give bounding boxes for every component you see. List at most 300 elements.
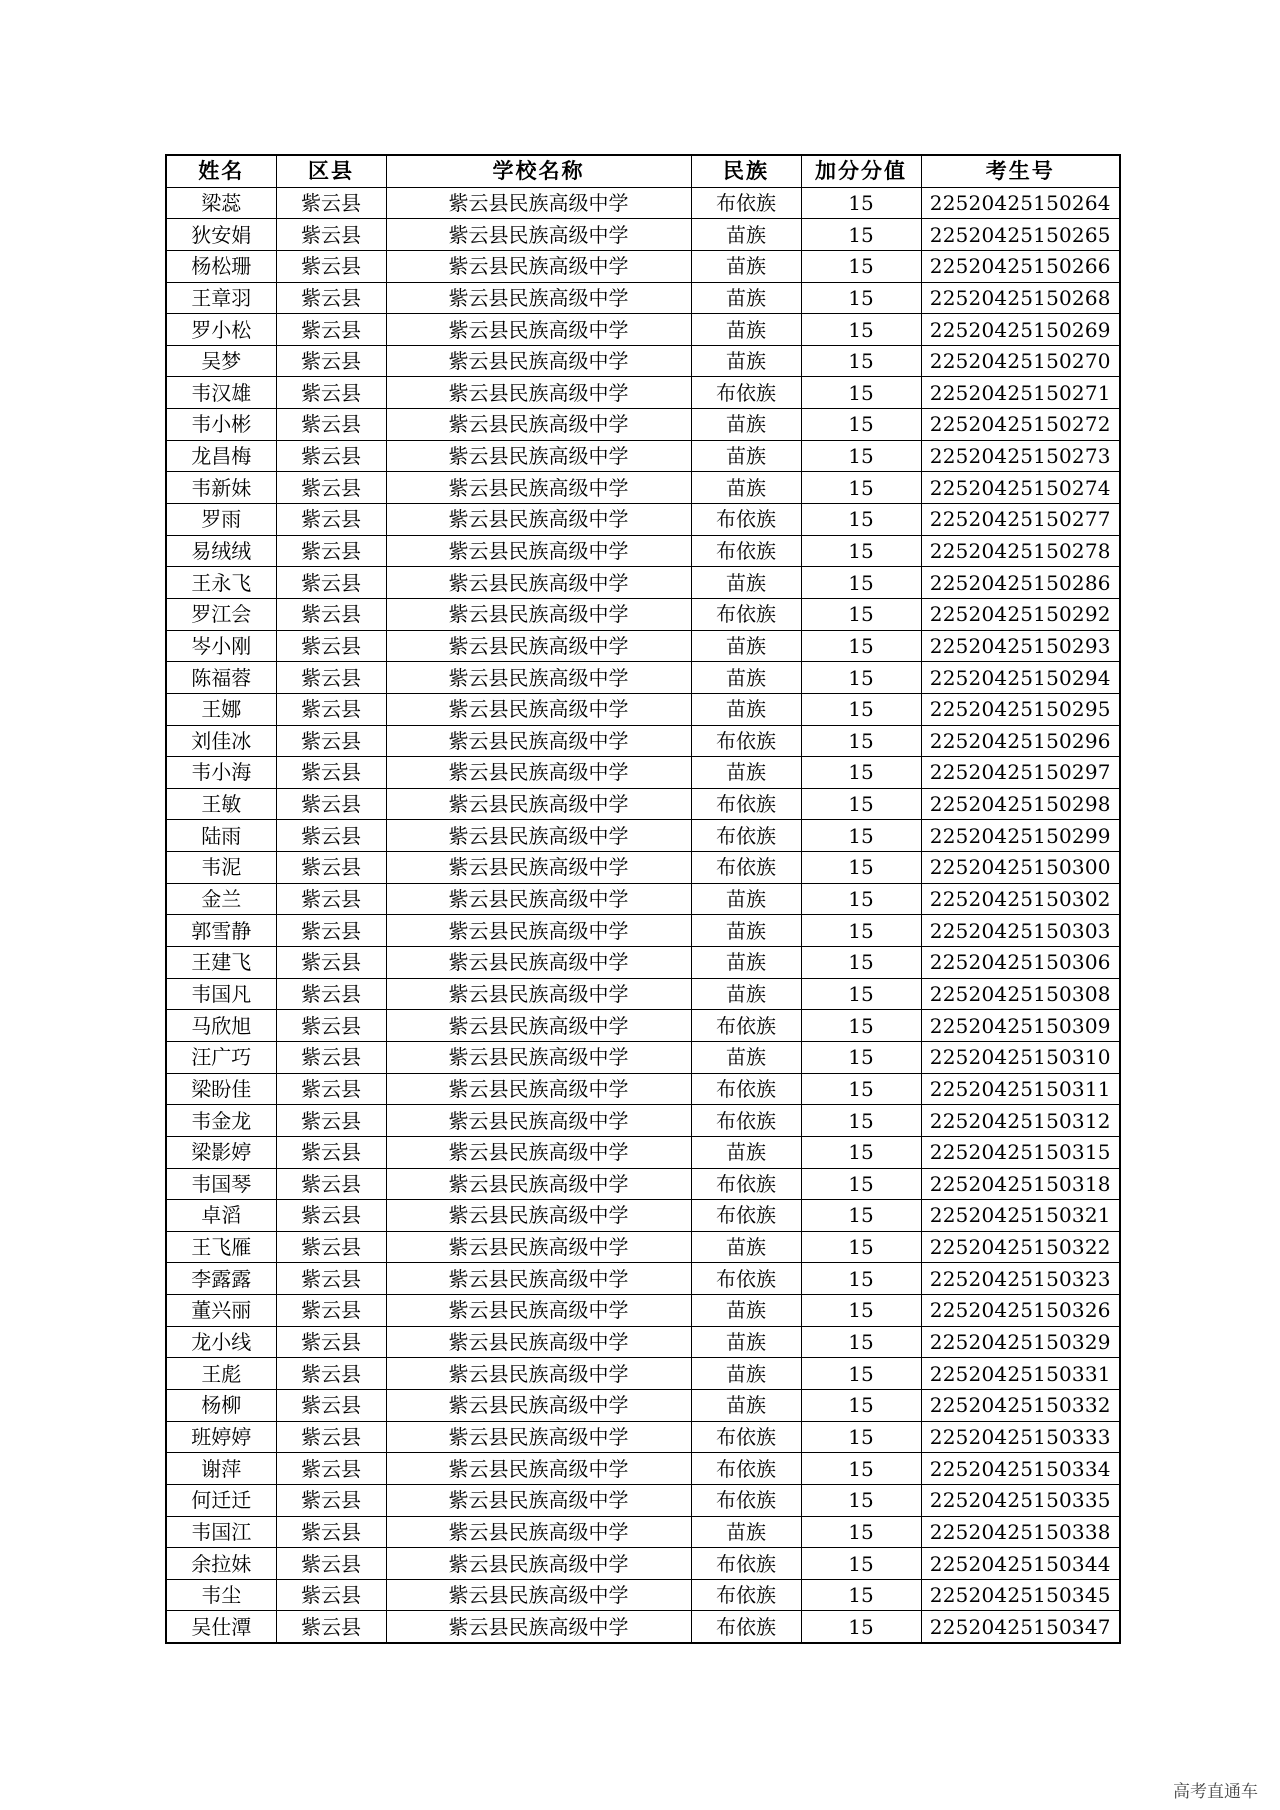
table-row [166, 187, 1120, 219]
cell-candidate-id: 22520425150323 [921, 1263, 1120, 1295]
cell-name: 龙昌梅 [166, 440, 276, 472]
table-row [166, 1579, 1120, 1611]
cell-name: 王建飞 [166, 947, 276, 979]
cell-school: 紫云县民族高级中学 [386, 598, 691, 630]
cell-bonus-points: 15 [801, 820, 921, 852]
cell-candidate-id: 22520425150297 [921, 757, 1120, 789]
table-row [166, 504, 1120, 536]
cell-county: 紫云县 [276, 852, 386, 884]
cell-county: 紫云县 [276, 535, 386, 567]
cell-bonus-points: 15 [801, 1136, 921, 1168]
cell-name: 韦小海 [166, 757, 276, 789]
table-row [166, 1168, 1120, 1200]
cell-ethnicity: 布依族 [691, 852, 801, 884]
cell-bonus-points: 15 [801, 1579, 921, 1611]
cell-bonus-points: 15 [801, 915, 921, 947]
cell-bonus-points: 15 [801, 535, 921, 567]
cell-ethnicity: 苗族 [691, 978, 801, 1010]
cell-ethnicity: 苗族 [691, 915, 801, 947]
table-row [166, 978, 1120, 1010]
cell-ethnicity: 苗族 [691, 250, 801, 282]
cell-bonus-points: 15 [801, 250, 921, 282]
cell-school: 紫云县民族高级中学 [386, 630, 691, 662]
cell-bonus-points: 15 [801, 947, 921, 979]
cell-name: 罗小松 [166, 314, 276, 346]
cell-ethnicity: 苗族 [691, 409, 801, 441]
table-row [166, 1358, 1120, 1390]
cell-bonus-points: 15 [801, 1421, 921, 1453]
cell-bonus-points: 15 [801, 1453, 921, 1485]
cell-candidate-id: 22520425150294 [921, 662, 1120, 694]
table-row [166, 788, 1120, 820]
cell-candidate-id: 22520425150311 [921, 1073, 1120, 1105]
table-row [166, 535, 1120, 567]
cell-candidate-id: 22520425150269 [921, 314, 1120, 346]
table-row [166, 1263, 1120, 1295]
table-row [166, 1231, 1120, 1263]
table-header-row [166, 155, 1120, 187]
cell-name: 狄安娟 [166, 219, 276, 251]
table-row [166, 630, 1120, 662]
table-row [166, 1105, 1120, 1137]
cell-school: 紫云县民族高级中学 [386, 1263, 691, 1295]
cell-ethnicity: 布依族 [691, 1200, 801, 1232]
cell-ethnicity: 苗族 [691, 567, 801, 599]
cell-ethnicity: 布依族 [691, 598, 801, 630]
cell-school: 紫云县民族高级中学 [386, 345, 691, 377]
cell-ethnicity: 布依族 [691, 1548, 801, 1580]
cell-school: 紫云县民族高级中学 [386, 1073, 691, 1105]
cell-name: 王章羽 [166, 282, 276, 314]
cell-school: 紫云县民族高级中学 [386, 1516, 691, 1548]
cell-bonus-points: 15 [801, 1326, 921, 1358]
cell-county: 紫云县 [276, 1105, 386, 1137]
cell-bonus-points: 15 [801, 1041, 921, 1073]
cell-ethnicity: 苗族 [691, 630, 801, 662]
header-ethnicity: 民族 [691, 155, 801, 187]
table-row [166, 1421, 1120, 1453]
cell-school: 紫云县民族高级中学 [386, 1010, 691, 1042]
cell-school: 紫云县民族高级中学 [386, 1389, 691, 1421]
cell-school: 紫云县民族高级中学 [386, 567, 691, 599]
cell-name: 郭雪静 [166, 915, 276, 947]
table-row [166, 440, 1120, 472]
cell-ethnicity: 布依族 [691, 377, 801, 409]
cell-name: 马欣旭 [166, 1010, 276, 1042]
table-row [166, 1041, 1120, 1073]
cell-bonus-points: 15 [801, 1168, 921, 1200]
cell-name: 韦新妹 [166, 472, 276, 504]
cell-bonus-points: 15 [801, 1263, 921, 1295]
table-row [166, 219, 1120, 251]
cell-candidate-id: 22520425150298 [921, 788, 1120, 820]
cell-school: 紫云县民族高级中学 [386, 535, 691, 567]
cell-name: 何迁迁 [166, 1484, 276, 1516]
cell-ethnicity: 布依族 [691, 1421, 801, 1453]
cell-school: 紫云县民族高级中学 [386, 1548, 691, 1580]
cell-county: 紫云县 [276, 1389, 386, 1421]
cell-name: 陈福蓉 [166, 662, 276, 694]
cell-bonus-points: 15 [801, 725, 921, 757]
cell-bonus-points: 15 [801, 1358, 921, 1390]
cell-school: 紫云县民族高级中学 [386, 1105, 691, 1137]
cell-bonus-points: 15 [801, 409, 921, 441]
cell-ethnicity: 布依族 [691, 1611, 801, 1643]
cell-name: 班婷婷 [166, 1421, 276, 1453]
table-row [166, 1453, 1120, 1485]
cell-candidate-id: 22520425150329 [921, 1326, 1120, 1358]
cell-ethnicity: 布依族 [691, 788, 801, 820]
table-row [166, 1200, 1120, 1232]
header-candidate-id: 考生号 [921, 155, 1120, 187]
cell-candidate-id: 22520425150273 [921, 440, 1120, 472]
cell-county: 紫云县 [276, 1231, 386, 1263]
cell-candidate-id: 22520425150286 [921, 567, 1120, 599]
cell-school: 紫云县民族高级中学 [386, 1484, 691, 1516]
roster-sheet [165, 154, 1119, 1644]
cell-school: 紫云县民族高级中学 [386, 1421, 691, 1453]
table-row [166, 915, 1120, 947]
table-row [166, 1010, 1120, 1042]
header-bonus-points: 加分分值 [801, 155, 921, 187]
cell-ethnicity: 布依族 [691, 1168, 801, 1200]
cell-candidate-id: 22520425150335 [921, 1484, 1120, 1516]
cell-candidate-id: 22520425150309 [921, 1010, 1120, 1042]
cell-county: 紫云县 [276, 282, 386, 314]
cell-name: 杨松珊 [166, 250, 276, 282]
cell-name: 董兴丽 [166, 1295, 276, 1327]
cell-bonus-points: 15 [801, 1516, 921, 1548]
table-row [166, 757, 1120, 789]
cell-school: 紫云县民族高级中学 [386, 788, 691, 820]
cell-school: 紫云县民族高级中学 [386, 1579, 691, 1611]
cell-ethnicity: 苗族 [691, 662, 801, 694]
cell-county: 紫云县 [276, 725, 386, 757]
cell-county: 紫云县 [276, 883, 386, 915]
cell-candidate-id: 22520425150265 [921, 219, 1120, 251]
cell-school: 紫云县民族高级中学 [386, 409, 691, 441]
cell-candidate-id: 22520425150315 [921, 1136, 1120, 1168]
cell-name: 王飞雁 [166, 1231, 276, 1263]
cell-county: 紫云县 [276, 1548, 386, 1580]
cell-school: 紫云县民族高级中学 [386, 187, 691, 219]
cell-ethnicity: 苗族 [691, 472, 801, 504]
cell-school: 紫云县民族高级中学 [386, 915, 691, 947]
cell-candidate-id: 22520425150278 [921, 535, 1120, 567]
cell-candidate-id: 22520425150326 [921, 1295, 1120, 1327]
cell-county: 紫云县 [276, 1073, 386, 1105]
cell-school: 紫云县民族高级中学 [386, 1231, 691, 1263]
cell-bonus-points: 15 [801, 1200, 921, 1232]
cell-candidate-id: 22520425150302 [921, 883, 1120, 915]
cell-bonus-points: 15 [801, 345, 921, 377]
cell-name: 龙小线 [166, 1326, 276, 1358]
cell-ethnicity: 苗族 [691, 1389, 801, 1421]
cell-name: 王娜 [166, 693, 276, 725]
cell-county: 紫云县 [276, 1200, 386, 1232]
cell-ethnicity: 苗族 [691, 1295, 801, 1327]
cell-county: 紫云县 [276, 1358, 386, 1390]
table-row [166, 250, 1120, 282]
cell-bonus-points: 15 [801, 693, 921, 725]
cell-county: 紫云县 [276, 598, 386, 630]
cell-ethnicity: 苗族 [691, 282, 801, 314]
cell-candidate-id: 22520425150277 [921, 504, 1120, 536]
cell-ethnicity: 布依族 [691, 535, 801, 567]
cell-county: 紫云县 [276, 788, 386, 820]
cell-candidate-id: 22520425150344 [921, 1548, 1120, 1580]
cell-ethnicity: 苗族 [691, 757, 801, 789]
table-row [166, 1136, 1120, 1168]
cell-name: 韦国琴 [166, 1168, 276, 1200]
cell-ethnicity: 布依族 [691, 820, 801, 852]
cell-school: 紫云县民族高级中学 [386, 504, 691, 536]
cell-school: 紫云县民族高级中学 [386, 1200, 691, 1232]
cell-bonus-points: 15 [801, 314, 921, 346]
cell-bonus-points: 15 [801, 662, 921, 694]
cell-ethnicity: 苗族 [691, 1041, 801, 1073]
cell-name: 王彪 [166, 1358, 276, 1390]
cell-bonus-points: 15 [801, 1073, 921, 1105]
table-row [166, 1389, 1120, 1421]
cell-bonus-points: 15 [801, 472, 921, 504]
cell-name: 吴仕潭 [166, 1611, 276, 1643]
cell-name: 梁影婷 [166, 1136, 276, 1168]
cell-school: 紫云县民族高级中学 [386, 947, 691, 979]
cell-school: 紫云县民族高级中学 [386, 662, 691, 694]
cell-school: 紫云县民族高级中学 [386, 282, 691, 314]
cell-ethnicity: 布依族 [691, 187, 801, 219]
cell-candidate-id: 22520425150264 [921, 187, 1120, 219]
table-row [166, 693, 1120, 725]
cell-candidate-id: 22520425150303 [921, 915, 1120, 947]
cell-ethnicity: 布依族 [691, 1453, 801, 1485]
table-row [166, 1611, 1120, 1643]
cell-school: 紫云县民族高级中学 [386, 1453, 691, 1485]
cell-name: 韦国江 [166, 1516, 276, 1548]
table-row [166, 1548, 1120, 1580]
cell-ethnicity: 苗族 [691, 1358, 801, 1390]
header-school: 学校名称 [386, 155, 691, 187]
cell-candidate-id: 22520425150299 [921, 820, 1120, 852]
cell-name: 韦尘 [166, 1579, 276, 1611]
cell-county: 紫云县 [276, 1136, 386, 1168]
cell-candidate-id: 22520425150333 [921, 1421, 1120, 1453]
table-row [166, 1516, 1120, 1548]
cell-county: 紫云县 [276, 472, 386, 504]
cell-name: 韦国凡 [166, 978, 276, 1010]
cell-name: 王敏 [166, 788, 276, 820]
cell-school: 紫云县民族高级中学 [386, 1326, 691, 1358]
cell-bonus-points: 15 [801, 1389, 921, 1421]
cell-candidate-id: 22520425150292 [921, 598, 1120, 630]
cell-bonus-points: 15 [801, 788, 921, 820]
cell-county: 紫云县 [276, 1421, 386, 1453]
cell-bonus-points: 15 [801, 1484, 921, 1516]
cell-ethnicity: 布依族 [691, 1484, 801, 1516]
cell-bonus-points: 15 [801, 757, 921, 789]
cell-bonus-points: 15 [801, 630, 921, 662]
table-row [166, 662, 1120, 694]
cell-bonus-points: 15 [801, 187, 921, 219]
cell-name: 韦泥 [166, 852, 276, 884]
cell-candidate-id: 22520425150347 [921, 1611, 1120, 1643]
cell-name: 杨柳 [166, 1389, 276, 1421]
cell-name: 刘佳冰 [166, 725, 276, 757]
cell-ethnicity: 布依族 [691, 1010, 801, 1042]
cell-name: 谢萍 [166, 1453, 276, 1485]
cell-county: 紫云县 [276, 314, 386, 346]
cell-candidate-id: 22520425150296 [921, 725, 1120, 757]
cell-bonus-points: 15 [801, 1231, 921, 1263]
cell-county: 紫云县 [276, 630, 386, 662]
cell-county: 紫云县 [276, 693, 386, 725]
cell-candidate-id: 22520425150274 [921, 472, 1120, 504]
cell-candidate-id: 22520425150338 [921, 1516, 1120, 1548]
cell-county: 紫云县 [276, 1579, 386, 1611]
cell-name: 罗江会 [166, 598, 276, 630]
cell-name: 金兰 [166, 883, 276, 915]
cell-name: 吴梦 [166, 345, 276, 377]
cell-county: 紫云县 [276, 187, 386, 219]
table-row [166, 598, 1120, 630]
cell-school: 紫云县民族高级中学 [386, 978, 691, 1010]
cell-name: 卓滔 [166, 1200, 276, 1232]
cell-bonus-points: 15 [801, 440, 921, 472]
cell-ethnicity: 布依族 [691, 1263, 801, 1295]
cell-candidate-id: 22520425150270 [921, 345, 1120, 377]
cell-candidate-id: 22520425150268 [921, 282, 1120, 314]
cell-ethnicity: 布依族 [691, 725, 801, 757]
table-row [166, 1326, 1120, 1358]
cell-bonus-points: 15 [801, 282, 921, 314]
cell-school: 紫云县民族高级中学 [386, 1358, 691, 1390]
cell-candidate-id: 22520425150318 [921, 1168, 1120, 1200]
table-row [166, 883, 1120, 915]
cell-name: 韦小彬 [166, 409, 276, 441]
cell-county: 紫云县 [276, 978, 386, 1010]
cell-school: 紫云县民族高级中学 [386, 1136, 691, 1168]
cell-school: 紫云县民族高级中学 [386, 1041, 691, 1073]
table-row [166, 314, 1120, 346]
cell-school: 紫云县民族高级中学 [386, 757, 691, 789]
cell-name: 韦汉雄 [166, 377, 276, 409]
cell-candidate-id: 22520425150293 [921, 630, 1120, 662]
cell-county: 紫云县 [276, 662, 386, 694]
roster-table [165, 154, 1121, 1644]
cell-bonus-points: 15 [801, 978, 921, 1010]
cell-bonus-points: 15 [801, 852, 921, 884]
table-row [166, 409, 1120, 441]
cell-bonus-points: 15 [801, 1105, 921, 1137]
cell-county: 紫云县 [276, 1453, 386, 1485]
cell-county: 紫云县 [276, 947, 386, 979]
cell-ethnicity: 苗族 [691, 1516, 801, 1548]
cell-ethnicity: 苗族 [691, 947, 801, 979]
cell-county: 紫云县 [276, 1516, 386, 1548]
cell-ethnicity: 苗族 [691, 1136, 801, 1168]
cell-name: 陆雨 [166, 820, 276, 852]
cell-bonus-points: 15 [801, 1611, 921, 1643]
cell-school: 紫云县民族高级中学 [386, 250, 691, 282]
cell-name: 余拉妹 [166, 1548, 276, 1580]
cell-name: 李露露 [166, 1263, 276, 1295]
cell-county: 紫云县 [276, 504, 386, 536]
cell-county: 紫云县 [276, 1041, 386, 1073]
cell-ethnicity: 苗族 [691, 1326, 801, 1358]
cell-candidate-id: 22520425150334 [921, 1453, 1120, 1485]
cell-school: 紫云县民族高级中学 [386, 314, 691, 346]
cell-county: 紫云县 [276, 757, 386, 789]
cell-county: 紫云县 [276, 1168, 386, 1200]
cell-school: 紫云县民族高级中学 [386, 1168, 691, 1200]
cell-name: 梁蕊 [166, 187, 276, 219]
cell-candidate-id: 22520425150322 [921, 1231, 1120, 1263]
cell-name: 罗雨 [166, 504, 276, 536]
cell-school: 紫云县民族高级中学 [386, 1295, 691, 1327]
header-name: 姓名 [166, 155, 276, 187]
cell-county: 紫云县 [276, 345, 386, 377]
cell-county: 紫云县 [276, 250, 386, 282]
cell-ethnicity: 苗族 [691, 314, 801, 346]
cell-ethnicity: 布依族 [691, 1073, 801, 1105]
table-row [166, 820, 1120, 852]
cell-name: 梁盼佳 [166, 1073, 276, 1105]
table-row [166, 345, 1120, 377]
table-body [166, 187, 1120, 1643]
cell-ethnicity: 布依族 [691, 1105, 801, 1137]
cell-county: 紫云县 [276, 1263, 386, 1295]
cell-candidate-id: 22520425150272 [921, 409, 1120, 441]
cell-bonus-points: 15 [801, 377, 921, 409]
cell-ethnicity: 苗族 [691, 693, 801, 725]
table-row [166, 852, 1120, 884]
cell-candidate-id: 22520425150271 [921, 377, 1120, 409]
header-county: 区县 [276, 155, 386, 187]
cell-ethnicity: 布依族 [691, 504, 801, 536]
table-row [166, 1073, 1120, 1105]
cell-school: 紫云县民族高级中学 [386, 377, 691, 409]
cell-school: 紫云县民族高级中学 [386, 693, 691, 725]
table-row [166, 282, 1120, 314]
cell-name: 韦金龙 [166, 1105, 276, 1137]
cell-ethnicity: 苗族 [691, 1231, 801, 1263]
cell-candidate-id: 22520425150310 [921, 1041, 1120, 1073]
cell-ethnicity: 苗族 [691, 440, 801, 472]
cell-candidate-id: 22520425150345 [921, 1579, 1120, 1611]
cell-county: 紫云县 [276, 1484, 386, 1516]
cell-county: 紫云县 [276, 1326, 386, 1358]
table-row [166, 947, 1120, 979]
cell-school: 紫云县民族高级中学 [386, 472, 691, 504]
cell-school: 紫云县民族高级中学 [386, 725, 691, 757]
table-row [166, 1295, 1120, 1327]
cell-school: 紫云县民族高级中学 [386, 440, 691, 472]
cell-school: 紫云县民族高级中学 [386, 820, 691, 852]
cell-school: 紫云县民族高级中学 [386, 1611, 691, 1643]
watermark-text: 高考直通车 [1173, 1782, 1258, 1802]
table-row [166, 567, 1120, 599]
cell-bonus-points: 15 [801, 219, 921, 251]
cell-ethnicity: 布依族 [691, 1579, 801, 1611]
cell-school: 紫云县民族高级中学 [386, 852, 691, 884]
cell-ethnicity: 苗族 [691, 219, 801, 251]
cell-candidate-id: 22520425150295 [921, 693, 1120, 725]
cell-ethnicity: 苗族 [691, 883, 801, 915]
cell-county: 紫云县 [276, 1611, 386, 1643]
cell-candidate-id: 22520425150266 [921, 250, 1120, 282]
cell-candidate-id: 22520425150321 [921, 1200, 1120, 1232]
